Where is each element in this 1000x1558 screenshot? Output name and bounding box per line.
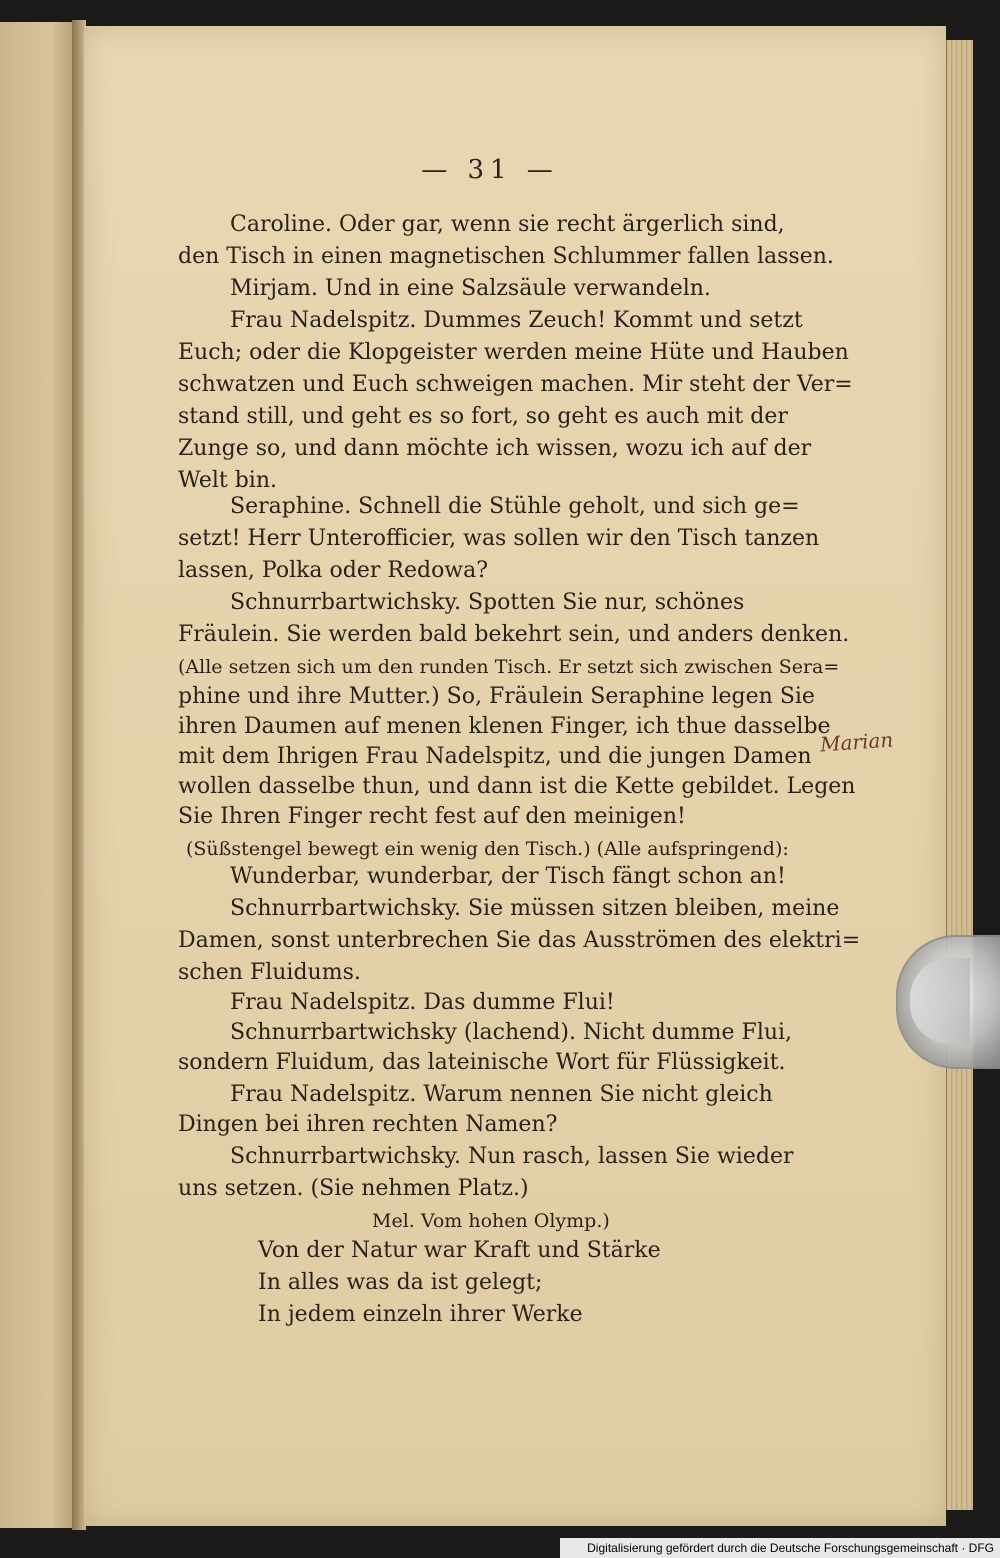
text-line: Dingen bei ihren rechten Namen? bbox=[178, 1112, 558, 1137]
text-line: Schnurrbartwichsky. Spotten Sie nur, schönes bbox=[230, 590, 745, 615]
text-line: mit dem Ihrigen Frau Nadelspitz, und die jungen Damen bbox=[178, 744, 812, 769]
stage-direction: (Alle setzen sich um den runden Tisch. Er setzt sich zwischen Sera= bbox=[178, 656, 840, 678]
text-line: wollen dasselbe thun, und dann ist die Kette gebildet. Legen bbox=[178, 774, 856, 799]
handwritten-margin-note: Marian bbox=[819, 727, 894, 757]
verse-line: In jedem einzeln ihrer Werke bbox=[258, 1302, 583, 1327]
text-line: Fräulein. Sie werden bald bekehrt sein, und anders denken. bbox=[178, 622, 850, 647]
text-line: setzt! Herr Unterofficier, was sollen wir den Tisch tanzen bbox=[178, 526, 820, 551]
left-page-edge bbox=[0, 22, 74, 1528]
text-line: phine und ihre Mutter.) So, Fräulein Seraphine legen Sie bbox=[178, 684, 815, 709]
verse-line: In alles was da ist gelegt; bbox=[258, 1270, 543, 1295]
text-line: Frau Nadelspitz. Dummes Zeuch! Kommt und setzt bbox=[230, 308, 803, 333]
text-line: Schnurrbartwichsky (lachend). Nicht dumme Flui, bbox=[230, 1020, 793, 1045]
text-line: schwatzen und Euch schweigen machen. Mir steht der Ver= bbox=[178, 372, 853, 397]
text-line: sondern Fluidum, das lateinische Wort für Flüssigkeit. bbox=[178, 1050, 786, 1075]
text-line: Seraphine. Schnell die Stühle geholt, und sich ge= bbox=[230, 494, 800, 519]
text-line: Schnurrbartwichsky. Nun rasch, lassen Sie wieder bbox=[230, 1144, 794, 1169]
text-line: Frau Nadelspitz. Das dumme Flui! bbox=[230, 990, 615, 1015]
text-line: schen Fluidums. bbox=[178, 960, 361, 985]
text-line: Sie Ihren Finger recht fest auf den meinigen! bbox=[178, 804, 686, 829]
text-line: stand still, und geht es so fort, so geht es auch mit der bbox=[178, 404, 788, 429]
text-line: Wunderbar, wunderbar, der Tisch fängt schon an! bbox=[230, 864, 786, 889]
text-line: Welt bin. bbox=[178, 468, 277, 493]
text-line: ihren Daumen auf menen klenen Finger, ich thue dasselbe bbox=[178, 714, 831, 739]
text-line: Caroline. Oder gar, wenn sie recht ärgerlich sind, bbox=[230, 212, 785, 237]
stage-direction: (Süßstengel bewegt ein wenig den Tisch.) (Alle aufspringend): bbox=[186, 838, 789, 860]
text-line: lassen, Polka oder Redowa? bbox=[178, 558, 489, 583]
text-line: Schnurrbartwichsky. Sie müssen sitzen bleiben, meine bbox=[230, 896, 840, 921]
text-line: Zunge so, und dann möchte ich wissen, wozu ich auf der bbox=[178, 436, 812, 461]
page-number: — 31 — bbox=[421, 155, 559, 185]
page-edges bbox=[946, 40, 973, 1510]
verse-line: Von der Natur war Kraft und Stärke bbox=[258, 1238, 661, 1263]
digitization-footer: Digitalisierung gefördert durch die Deutsche Forschungsgemeinschaft · DFG bbox=[560, 1538, 1000, 1558]
text-line: Damen, sonst unterbrechen Sie das Ausströmen des elektri= bbox=[178, 928, 861, 953]
text-line: Euch; oder die Klopgeister werden meine Hüte und Hauben bbox=[178, 340, 849, 365]
melody-note: Mel. Vom hohen Olymp.) bbox=[372, 1210, 610, 1232]
text-line: Mirjam. Und in eine Salzsäule verwandeln. bbox=[230, 276, 711, 301]
text-line: Frau Nadelspitz. Warum nennen Sie nicht gleich bbox=[230, 1082, 773, 1107]
text-line: uns setzen. (Sie nehmen Platz.) bbox=[178, 1176, 529, 1201]
text-line: den Tisch in einen magnetischen Schlummer fallen lassen. bbox=[178, 244, 834, 269]
